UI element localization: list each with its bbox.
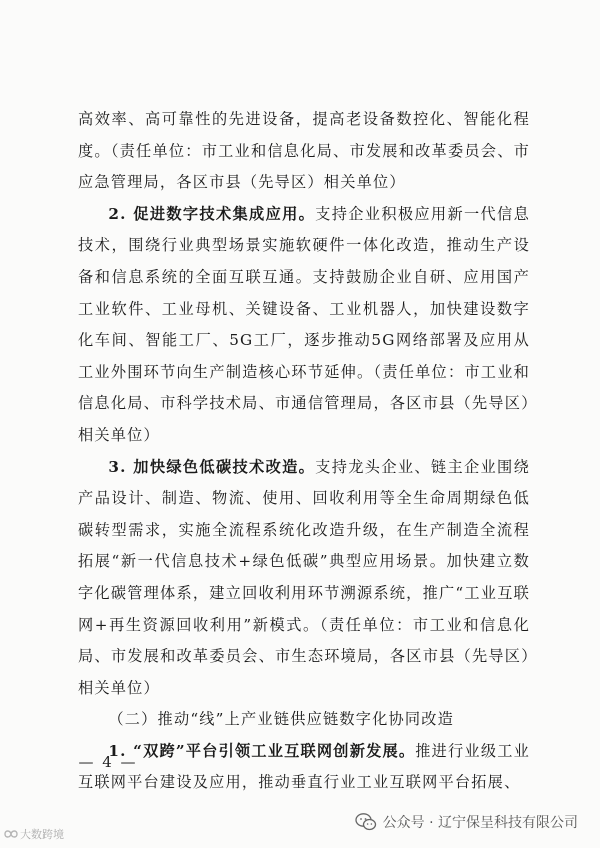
paragraph-heading: 2. 促进数字技术集成应用。	[108, 204, 316, 223]
paragraph-text: 支持企业积极应用新一代信息技术，围绕行业典型场景实施软硬件一体化改造，推动生产设备和信息系统的全面互联互通。支持鼓励企业自研、应用国产工业软件、工业母机、关键设备、工业机器人，加快建设数字化车间、智能工厂、5G工厂，逐步推动5G网络部署及应用从工业外围环节向生产制造核心环节延伸。（责任单位：市工业和信息化局、市科学技术局、市通信管理局，各区市县（先导区）相关单位）	[78, 204, 530, 444]
paragraph-text: 推进行业级工业互联网平台建设及应用，推动垂直行业工业互联网平台拓展、	[78, 741, 530, 792]
watermark-left-text: 大数跨境	[20, 828, 64, 841]
paragraph-heading: 3. 加快绿色低碳技术改造。	[108, 457, 316, 476]
paragraph-heading: 1. “双跨”平台引领工业互联网创新发展。	[108, 741, 416, 760]
loop-logo-icon	[4, 829, 18, 839]
section-heading-text: （二）推动“线”上产业链供应链数字化协同改造	[108, 710, 455, 729]
paragraph-item-2	[78, 199, 530, 452]
wechat-icon	[355, 812, 377, 832]
watermark-right-text: 公众号 · 辽宁保呈科技有限公司	[382, 815, 578, 831]
paragraph-text: 支持龙头企业、链主企业围绕产品设计、制造、物流、使用、回收利用等全生命周期绿色低碳转型需求，实施全流程系统化改造升级，在生产制造全流程拓展“新一代信息技术+绿色低碳”典型应用场景。加快建立数字化碳管理体系，建立回收利用环节溯源系统，推广“工业互联网+再生资源回收利用”新模式。（责任单位：市工业和信息化局、市发展和改革委员会、市生态环境局，各区市县（先导区）相关单位）	[78, 457, 530, 697]
document-body	[78, 104, 530, 799]
paragraph-continuation	[78, 104, 530, 199]
paragraph-text: 高效率、高可靠性的先进设备，提高老设备数控化、智能化程度。（责任单位：市工业和信息化局、市发展和改革委员会、市应急管理局，各区市县（先导区）相关单位）	[78, 110, 530, 192]
paragraph-item-3	[78, 452, 530, 705]
page-number: — 4 —	[78, 753, 138, 771]
watermark-right	[355, 812, 578, 832]
watermark-left	[4, 826, 64, 842]
section-heading	[78, 704, 530, 736]
